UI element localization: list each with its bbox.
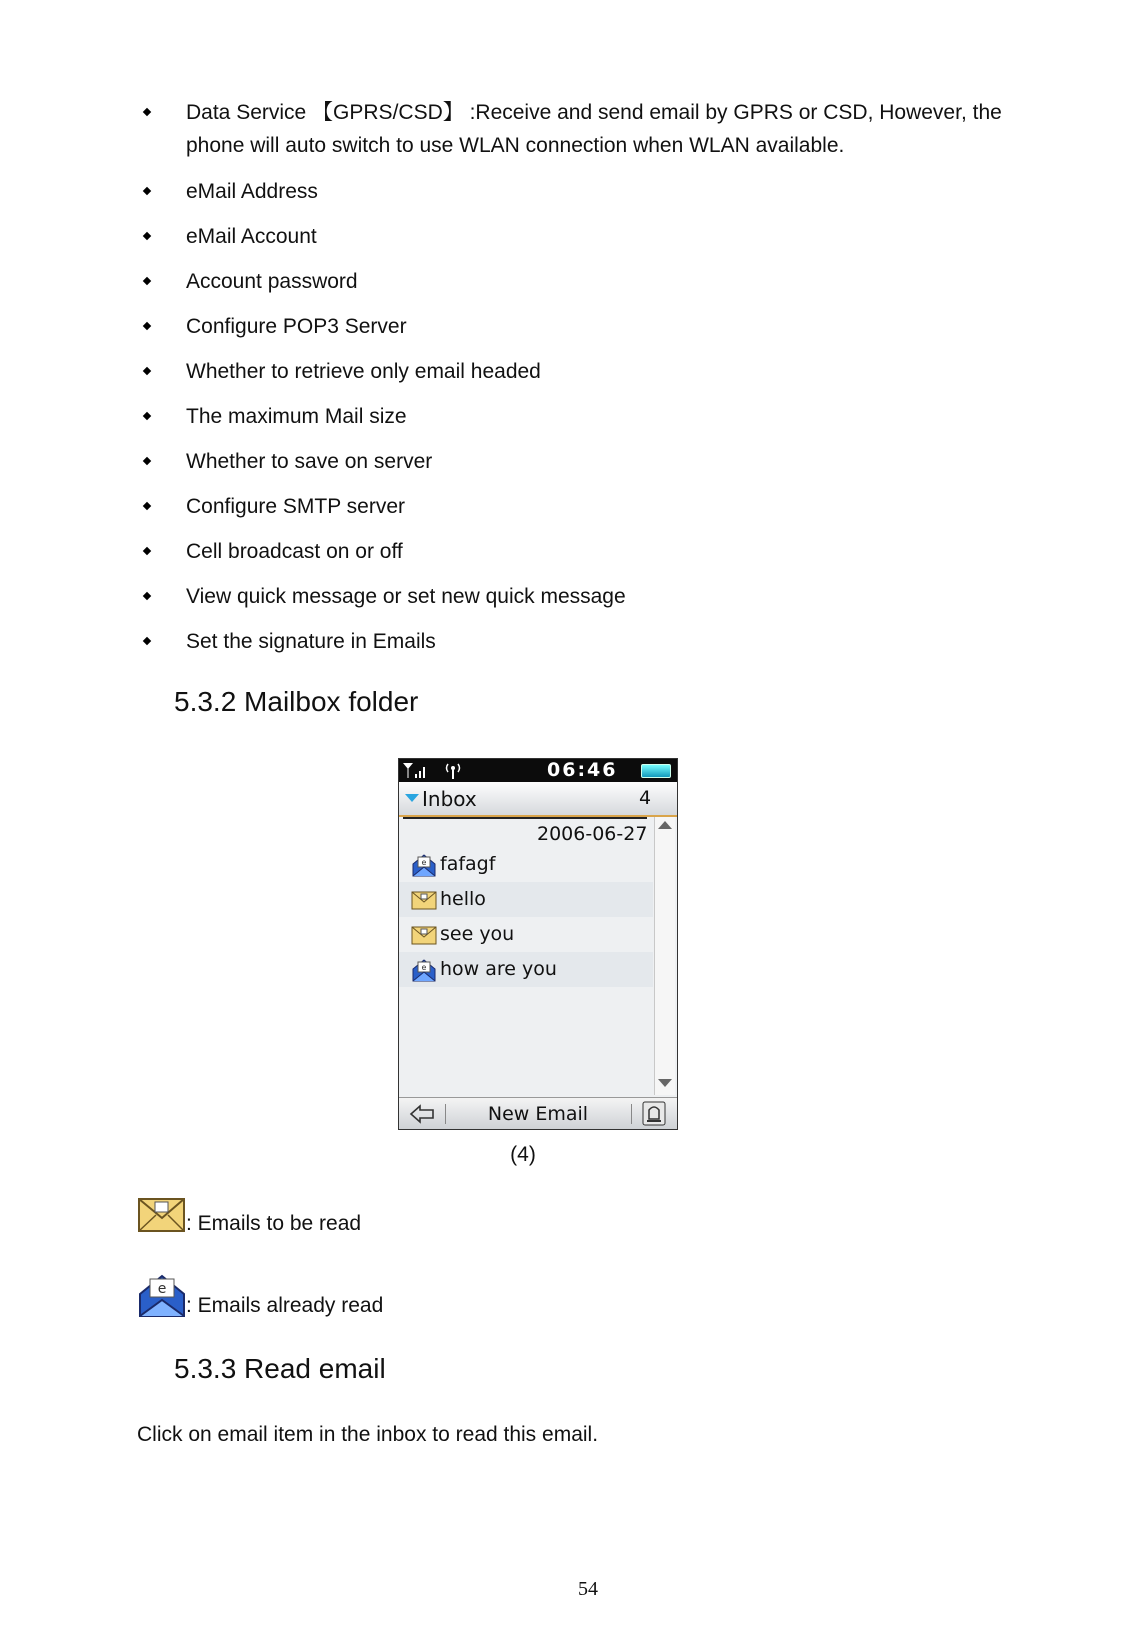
- legend-read-text: : Emails already read: [186, 1294, 384, 1317]
- diamond-bullet-icon: [143, 187, 151, 195]
- list-item: eMail Address: [186, 175, 1016, 208]
- list-item: Configure SMTP server: [186, 490, 1016, 523]
- folder-selector[interactable]: [399, 782, 677, 817]
- diamond-bullet-icon: [143, 457, 151, 465]
- list-item: Cell broadcast on or off: [186, 535, 1016, 568]
- wlan-antenna-icon: [443, 762, 463, 779]
- list-item: Data Service 【GPRS/CSD】 :Receive and send email by GPRS or CSD, However, the phone will auto switch to use WLAN connection when WLAN available.: [186, 96, 1016, 162]
- unread-mail-icon: [411, 922, 437, 948]
- signal-strength-icon: [403, 763, 429, 778]
- diamond-bullet-icon: [143, 502, 151, 510]
- body-paragraph: Click on email item in the inbox to read this email.: [137, 1423, 599, 1446]
- svg-text:e: e: [421, 963, 427, 972]
- scrollbar[interactable]: [654, 817, 675, 1095]
- folder-count: 4: [639, 787, 652, 809]
- list-item: View quick message or set new quick message: [186, 580, 1016, 613]
- list-item: Whether to save on server: [186, 445, 1016, 478]
- status-time: 06:46: [547, 759, 618, 781]
- read-mail-icon: [138, 1274, 186, 1318]
- home-icon[interactable]: [641, 1101, 667, 1126]
- email-row[interactable]: [399, 917, 653, 952]
- battery-icon: [641, 764, 671, 778]
- unread-mail-icon: [411, 887, 437, 913]
- legend-unread-text: : Emails to be read: [186, 1212, 362, 1235]
- diamond-bullet-icon: [143, 637, 151, 645]
- list-date: 2006-06-27: [537, 823, 648, 845]
- section-heading-read-email: 5.3.3 Read email: [174, 1353, 386, 1384]
- list-item: eMail Account: [186, 220, 1016, 253]
- email-subject: fafagf: [440, 853, 496, 875]
- scroll-up-icon[interactable]: [658, 821, 672, 829]
- email-row[interactable]: [399, 882, 653, 917]
- diamond-bullet-icon: [143, 108, 151, 116]
- list-item: Configure POP3 Server: [186, 310, 1016, 343]
- figure-caption: (4): [510, 1143, 536, 1166]
- softkey-bar: [399, 1097, 677, 1129]
- read-mail-icon: [411, 957, 437, 983]
- diamond-bullet-icon: [143, 277, 151, 285]
- email-subject: hello: [440, 888, 486, 910]
- svg-text:e: e: [157, 1281, 167, 1297]
- diamond-bullet-icon: [143, 232, 151, 240]
- list-item: Whether to retrieve only email headed: [186, 355, 1016, 388]
- diamond-bullet-icon: [143, 412, 151, 420]
- status-bar: [399, 759, 677, 782]
- email-subject: see you: [440, 923, 515, 945]
- unread-mail-icon: [138, 1196, 186, 1236]
- email-row[interactable]: [399, 847, 653, 882]
- diamond-bullet-icon: [143, 322, 151, 330]
- divider: [403, 817, 647, 819]
- diamond-bullet-icon: [143, 592, 151, 600]
- email-subject: how are you: [440, 958, 557, 980]
- scroll-down-icon[interactable]: [658, 1079, 672, 1087]
- legend-read: [138, 1274, 383, 1318]
- diamond-bullet-icon: [143, 367, 151, 375]
- section-heading-mailbox: 5.3.2 Mailbox folder: [174, 686, 419, 717]
- list-item: Set the signature in Emails: [186, 625, 1016, 658]
- list-item: Account password: [186, 265, 1016, 298]
- phone-screenshot: [398, 758, 678, 1130]
- svg-text:e: e: [421, 858, 427, 867]
- diamond-bullet-icon: [143, 547, 151, 555]
- list-item: The maximum Mail size: [186, 400, 1016, 433]
- new-email-button[interactable]: New Email: [487, 1103, 589, 1125]
- divider: [631, 1104, 632, 1124]
- email-list: [399, 817, 653, 1097]
- page-number: 54: [578, 1578, 598, 1600]
- email-row[interactable]: [399, 952, 653, 987]
- legend-unread: [138, 1196, 361, 1236]
- dropdown-triangle-icon: [405, 794, 419, 802]
- read-mail-icon: [411, 852, 437, 878]
- folder-name: Inbox: [422, 787, 477, 811]
